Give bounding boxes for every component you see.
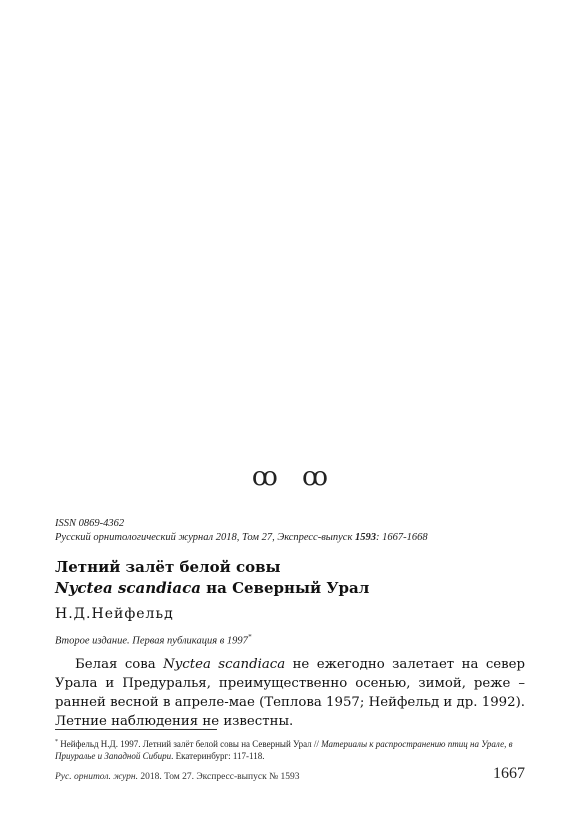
footnote-suffix: . Екатеринбург: 117-118. [171, 751, 265, 761]
body-rest: не ежегодно залетает на север Урала и Предуралья, преимущественно осенью, зимой, реже – ранней весной в апреле-мае (Теплова 1957; Нейфельд и др. 1992). Летние наблюдения не известны. [55, 657, 525, 729]
article-author: Н.Д.Нейфельд [55, 606, 174, 622]
footnote [55, 736, 525, 762]
body-prefix: Белая сова [75, 657, 164, 672]
footer-journal-abbrev: Рус. орнитол. журн. [55, 772, 138, 782]
body-latin-name: Nyctea scandiaca [163, 657, 286, 672]
issue-number: 1593 [355, 532, 376, 543]
ornament-left-icon: ꝏ [251, 462, 280, 492]
footnote-mark: * [55, 739, 58, 745]
article-body-paragraph [55, 655, 525, 731]
decorative-ornament [0, 462, 580, 492]
title-line-2-rest: на Северный Урал [200, 579, 370, 597]
ornament-right-icon: ꝏ [300, 462, 329, 492]
issn-line: ISSN 0869-4362 [55, 518, 125, 529]
title-line-2 [55, 578, 535, 599]
article-title [55, 557, 535, 599]
edition-note-text: Второе издание. Первая публикация в 1997 [55, 635, 248, 647]
footnote-source: Материалы к распространению птиц на Урале, в Приуралье и Западной Сибири [55, 739, 513, 761]
page-footer [55, 771, 300, 783]
page-range: : 1667-1668 [376, 532, 428, 543]
journal-header [55, 517, 428, 545]
title-latin-name: Nyctea scandiaca [55, 579, 201, 597]
journal-citation-prefix: Русский орнитологический журнал 2018, Том 27, Экспресс-выпуск [55, 532, 355, 543]
journal-citation-line [55, 531, 428, 545]
edition-note [55, 631, 251, 648]
page-number: 1667 [493, 765, 525, 782]
title-line-1: Летний залёт белой совы [55, 558, 281, 576]
edition-footnote-mark: * [247, 633, 252, 641]
footer-issue-info: 2018. Том 27. Экспресс-выпуск № 1593 [137, 772, 300, 782]
footnote-prefix: Нейфельд Н.Д. 1997. Летний залёт белой совы на Северный Урал // [58, 739, 322, 749]
footnote-divider [55, 729, 217, 730]
